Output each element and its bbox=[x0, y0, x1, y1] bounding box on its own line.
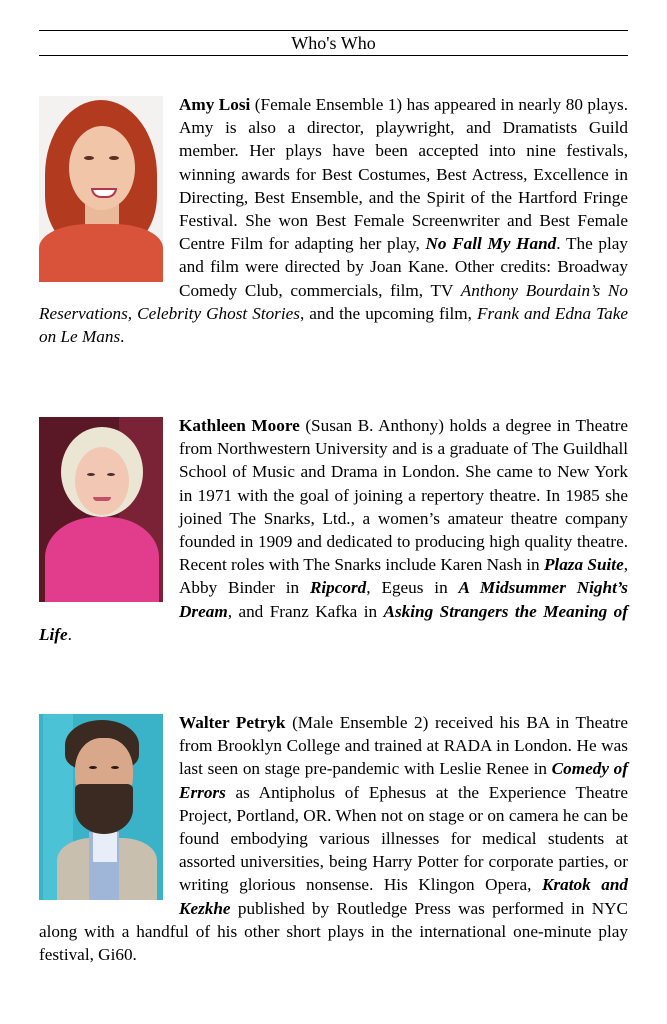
title-text: Anthony Bourdain’s No Reservations, Celebrity Ghost Stories bbox=[39, 280, 628, 323]
bio-text-run: , Egeus in bbox=[366, 578, 459, 598]
bio-walter-petryk bbox=[39, 711, 628, 966]
bio-text-run: , Abby Binder in bbox=[179, 555, 628, 598]
bio-text-run: . bbox=[67, 624, 72, 644]
title-text: Plaza Suite bbox=[543, 555, 624, 575]
section-header: Who's Who bbox=[39, 30, 628, 56]
title-text: Comedy of Errors bbox=[179, 759, 628, 802]
title-text: Ripcord bbox=[309, 578, 367, 598]
bio-text-run: . bbox=[120, 327, 125, 347]
bio-text-run: , and the upcoming film, bbox=[299, 303, 477, 323]
title-text: Asking Strangers the Meaning of Life bbox=[39, 601, 628, 644]
title-text: Kratok and Kezkhe bbox=[179, 875, 628, 918]
bio-name: Kathleen Moore bbox=[179, 416, 300, 435]
bio-text-run: (Male Ensemble 2) received his BA in Theatre from Brooklyn College and trained at RADA in London. He was last seen on stage pre-pandemic with Leslie Renee in bbox=[179, 713, 628, 779]
bio-kathleen-moore bbox=[39, 414, 628, 646]
bio-text-run: , and Franz Kafka in bbox=[227, 601, 384, 621]
bio-text-run: (Female Ensemble 1) has appeared in nearly 80 plays. Amy is also a director, playwright, and Dramatists Guild member. Her plays have been accepted into nine festivals, winning awards for Best Costumes, Best Actress, Excellence in Directing, Best Ensemble, and the Spirit of the Hartford Fringe Festival. She won Best Female Screenwriter and Best Female Centre Film for adapting her play, bbox=[179, 95, 628, 254]
bio-name: Walter Petryk bbox=[179, 713, 286, 732]
bio-amy-losi bbox=[39, 93, 628, 348]
bio-text-run: published by Routledge Press was performed in NYC along with a handful of his other short plays in the international one-minute play festival, Gi60. bbox=[39, 898, 628, 965]
bio-text-run: . The play and film were directed by Joan Kane. Other credits: Broadway Comedy Club, commercials, film, TV bbox=[179, 234, 629, 300]
headshot-photo bbox=[39, 96, 163, 282]
title-text: A Midsummer Night’s Dream bbox=[179, 578, 628, 621]
title-text: No Fall My Hand bbox=[425, 234, 557, 254]
bio-name: Amy Losi bbox=[179, 95, 251, 114]
title-text: Frank and Edna Take on Le Mans bbox=[39, 303, 628, 347]
headshot-photo bbox=[39, 417, 163, 602]
bio-text-run: as Antipholus of Ephesus at the Experience Theatre Project, Portland, OR. When not on stage or on camera he can be found embodying various illnesses for medical students at assorted universities, being Harry Potter for corporate parties, or writing glorious nonsense. His Klingon Opera, bbox=[179, 782, 628, 895]
bio-text-run: (Susan B. Anthony) holds a degree in Theatre from Northwestern University and is a graduate of The Guildhall School of Music and Drama in London. She came to New York in 1971 with the goal of joining a repertory theatre. In 1985 she joined The Snarks, Ltd., a women’s amateur theatre company founded in 1909 and dedicated to producing high quality theatre. Recent roles with The Snarks include Karen Nash in bbox=[179, 416, 628, 575]
headshot-photo bbox=[39, 714, 163, 900]
